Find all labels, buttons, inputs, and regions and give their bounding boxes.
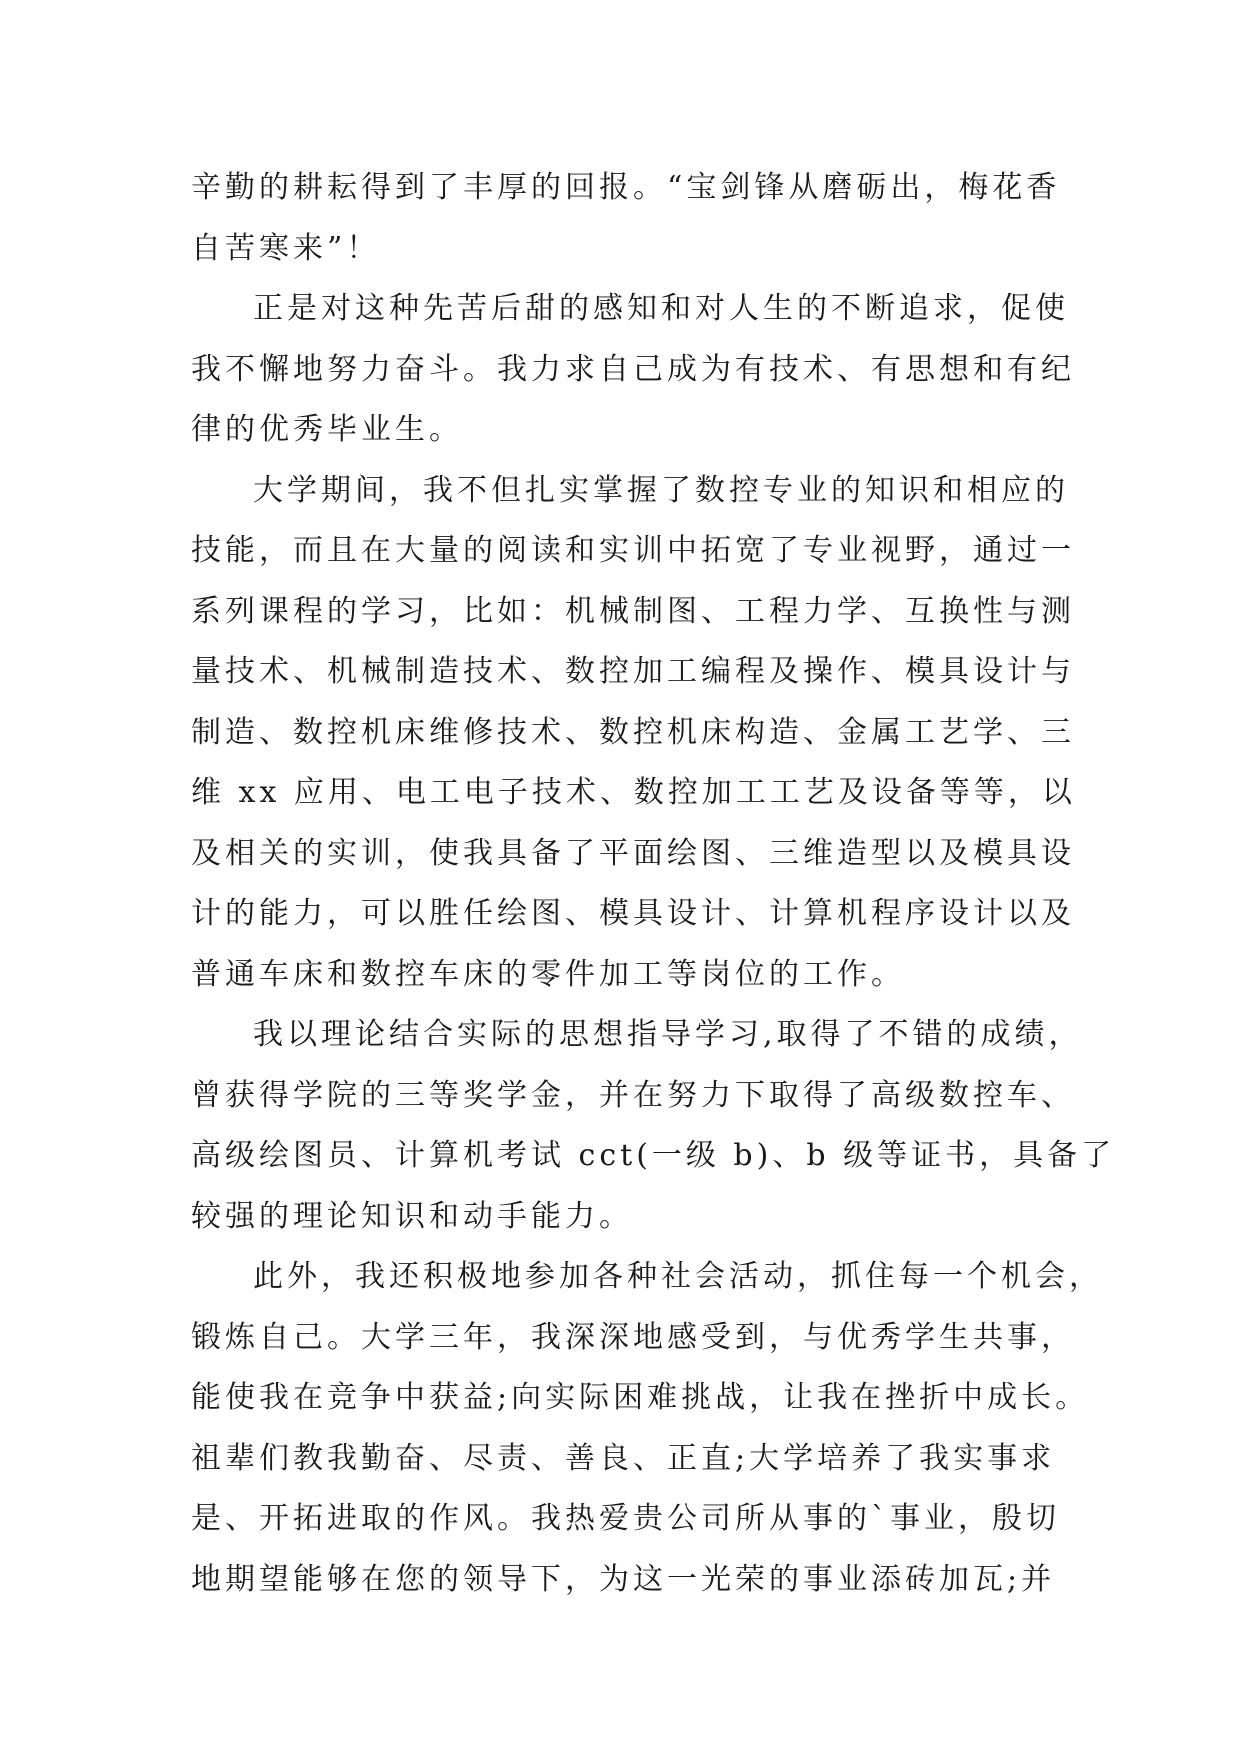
paragraph-first-line: 大学期间，我不但扎实掌握了数控专业的知识和相应的	[253, 472, 1069, 508]
text-line: 量技术、机械制造技术、数控加工编程及操作、模具设计与	[191, 654, 1075, 689]
text-line: 律的优秀毕业生。	[191, 412, 463, 447]
text-line: 锻炼自己。大学三年，我深深地感受到，与优秀学生共事，	[191, 1319, 1075, 1355]
text-line: 计的能力，可以胜任绘图、模具设计、计算机程序设计以及	[191, 896, 1075, 931]
text-line: 及相关的实训，使我具备了平面绘图、三维造型以及模具设	[191, 835, 1075, 871]
text-line: 是、开拓进取的作风。我热爱贵公司所从事的`事业，殷切	[191, 1501, 1060, 1536]
text-line: 我不懈地努力奋斗。我力求自己成为有技术、有思想和有纪	[191, 351, 1075, 387]
text-line: 地期望能够在您的领导下，为这一光荣的事业添砖加瓦;并	[191, 1561, 1056, 1597]
text-line: 较强的理论知识和动手能力。	[191, 1198, 633, 1234]
text-line: 高级绘图员、计算机考试 cct(一级 b)、b 级等证书，具备了	[191, 1138, 1116, 1173]
text-line: 制造、数控机床维修技术、数控机床构造、金属工艺学、三	[191, 714, 1075, 750]
text-line: 维 xx 应用、电工电子技术、数控加工工艺及设备等等，以	[191, 775, 1076, 810]
document-body	[191, 158, 1116, 1610]
text-line: 普通车床和数控车床的零件加工等岗位的工作。	[191, 956, 905, 992]
text-line: 祖辈们教我勤奋、尽责、善良、正直;大学培养了我实事求	[191, 1440, 1056, 1476]
paragraph-first-line: 正是对这种先苦后甜的感知和对人生的不断追求，促使	[253, 291, 1069, 326]
paragraph-first-line: 此外，我还积极地参加各种社会活动，抓住每一个机会，	[253, 1259, 1103, 1294]
text-line: 系列课程的学习，比如：机械制图、工程力学、互换性与测	[191, 593, 1075, 629]
text-line: 能使我在竞争中获益;向实际困难挑战，让我在挫折中成长。	[191, 1380, 1090, 1415]
text-line: 技能，而且在大量的阅读和实训中拓宽了专业视野，通过一	[191, 533, 1075, 568]
paragraph-first-line: 我以理论结合实际的思想指导学习,取得了不错的成绩，	[253, 1017, 1083, 1052]
text-line: 辛勤的耕耘得到了丰厚的回报。“宝剑锋从磨砺出，梅花香	[191, 170, 1061, 205]
text-line: 自苦寒来”！	[191, 230, 381, 266]
text-line: 曾获得学院的三等奖学金，并在努力下取得了高级数控车、	[191, 1077, 1075, 1113]
